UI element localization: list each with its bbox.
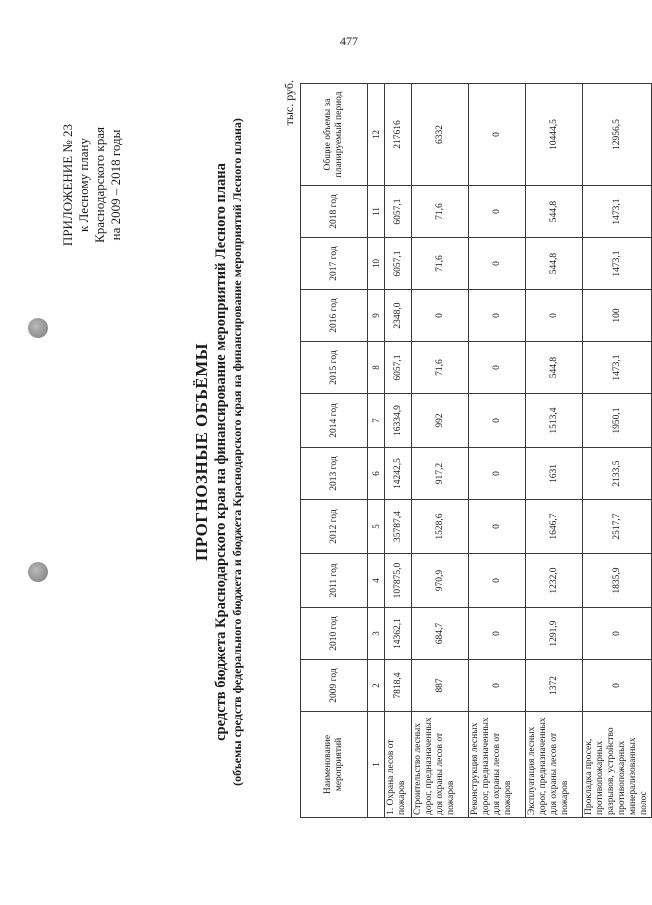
table-cell: 970,9: [412, 554, 469, 608]
column-header: 2014 год: [301, 394, 368, 448]
column-header: 2013 год: [301, 448, 368, 500]
table-cell: 0: [469, 608, 526, 660]
header-row: [301, 84, 368, 818]
table-cell: 7818,4: [385, 660, 412, 712]
table-cell: 1631: [526, 448, 583, 500]
table-cell: 0: [412, 290, 469, 342]
table-cell: 0: [583, 660, 652, 712]
table-cell: 544,8: [526, 342, 583, 394]
table-cell: 107875,0: [385, 554, 412, 608]
table-cell: 544,8: [526, 238, 583, 290]
page-number: 477: [340, 34, 358, 48]
column-header: 2015 год: [301, 342, 368, 394]
table-cell: 887: [412, 660, 469, 712]
appendix-line: на 2009 – 2018 годы: [108, 129, 123, 241]
column-number: 8: [368, 342, 385, 394]
table-cell: 6057,1: [385, 186, 412, 238]
table-cell: 10444,5: [526, 84, 583, 186]
table-cell: 16334,9: [385, 394, 412, 448]
funding-table: [300, 83, 652, 818]
table-cell: 1513,4: [526, 394, 583, 448]
column-number: 7: [368, 394, 385, 448]
table-row: [526, 84, 583, 818]
table-cell: 1646,7: [526, 500, 583, 554]
table-cell: 0: [583, 608, 652, 660]
column-number: 3: [368, 608, 385, 660]
row-label: Строительство лесных дорог, предназначенных для охраны лесов от пожаров: [412, 712, 469, 818]
column-number: 9: [368, 290, 385, 342]
table-cell: 71,6: [412, 342, 469, 394]
table-row: [469, 84, 526, 818]
table-cell: 6332: [412, 84, 469, 186]
column-header: 2012 год: [301, 500, 368, 554]
table-cell: 217616: [385, 84, 412, 186]
column-header: 2018 год: [301, 186, 368, 238]
table-row: [412, 84, 469, 818]
column-number-row: [368, 84, 385, 818]
document-page: [20, 22, 649, 882]
column-header: Наименование мероприятий: [301, 712, 368, 818]
table-cell: 1473,1: [583, 238, 652, 290]
table-cell: 992: [412, 394, 469, 448]
table-row: [583, 84, 652, 818]
column-number: 4: [368, 554, 385, 608]
table-cell: 2133,5: [583, 448, 652, 500]
column-header: 2010 год: [301, 608, 368, 660]
table-cell: 1232,0: [526, 554, 583, 608]
appendix-line: ПРИЛОЖЕНИЕ № 23: [60, 123, 75, 247]
table-cell: 0: [469, 554, 526, 608]
table-cell: 684,7: [412, 608, 469, 660]
table-cell: 71,6: [412, 186, 469, 238]
appendix-line: к Лесному плану: [76, 138, 91, 233]
table-cell: 6057,1: [385, 238, 412, 290]
table-cell: 2348,0: [385, 290, 412, 342]
column-number: 12: [368, 84, 385, 186]
table-cell: 1473,1: [583, 342, 652, 394]
table-cell: 0: [469, 186, 526, 238]
table-cell: 71,6: [412, 238, 469, 290]
table-cell: 100: [583, 290, 652, 342]
units-label: тыс. руб.: [282, 80, 296, 126]
column-header: 2017 год: [301, 238, 368, 290]
column-number: 10: [368, 238, 385, 290]
appendix-line: Краснодарского края: [92, 127, 107, 243]
column-header: 2011 год: [301, 554, 368, 608]
table-cell: 544,8: [526, 186, 583, 238]
column-number: 1: [368, 712, 385, 818]
table-cell: 14362,1: [385, 608, 412, 660]
table-cell: 917,2: [412, 448, 469, 500]
table-cell: 0: [469, 394, 526, 448]
table-cell: 0: [469, 84, 526, 186]
table-cell: 1528,6: [412, 500, 469, 554]
table-cell: 0: [469, 500, 526, 554]
table-cell: 0: [469, 290, 526, 342]
table-cell: 1372: [526, 660, 583, 712]
document-note: (объемы средств федерального бюджета и бюджета Краснодарского края на финансирование мероприятий Лесного плана): [230, 118, 244, 786]
column-number: 5: [368, 500, 385, 554]
table-cell: 1291,9: [526, 608, 583, 660]
column-header: 2016 год: [301, 290, 368, 342]
table-cell: 1950,1: [583, 394, 652, 448]
column-number: 6: [368, 448, 385, 500]
table-cell: 0: [469, 238, 526, 290]
table-cell: 35787,4: [385, 500, 412, 554]
table-cell: 1835,9: [583, 554, 652, 608]
row-label: Прокладка просек, противопожарных разрывов, устройство противопожарных минерализованных полос: [583, 712, 652, 818]
column-header: 2009 год: [301, 660, 368, 712]
table-cell: 1473,1: [583, 186, 652, 238]
table-cell: 6057,1: [385, 342, 412, 394]
table-cell: 0: [526, 290, 583, 342]
row-label: Реконструкция лесных дорог, предназначенных для охраны лесов от пожаров: [469, 712, 526, 818]
document-subtitle: средств бюджета Краснодарского края на финансирование мероприятий Лесного плана: [213, 163, 229, 741]
document-title: ПРОГНОЗНЫЕ ОБЪЁМЫ: [192, 343, 211, 561]
title-block: [192, 42, 245, 862]
table-cell: 0: [469, 448, 526, 500]
table-cell: 14242,5: [385, 448, 412, 500]
table-row: [385, 84, 412, 818]
row-label: Эксплуатация лесных дорог, предназначенных для охраны лесов от пожаров: [526, 712, 583, 818]
column-number: 2: [368, 660, 385, 712]
table-cell: 0: [469, 660, 526, 712]
column-header: Общие объемы за планируемый период: [301, 84, 368, 186]
table-cell: 2517,7: [583, 500, 652, 554]
table-cell: 12956,5: [583, 84, 652, 186]
column-number: 11: [368, 186, 385, 238]
row-label: 1. Охрана лесов от пожаров: [385, 712, 412, 818]
appendix-block: [60, 70, 124, 300]
table-cell: 0: [469, 342, 526, 394]
